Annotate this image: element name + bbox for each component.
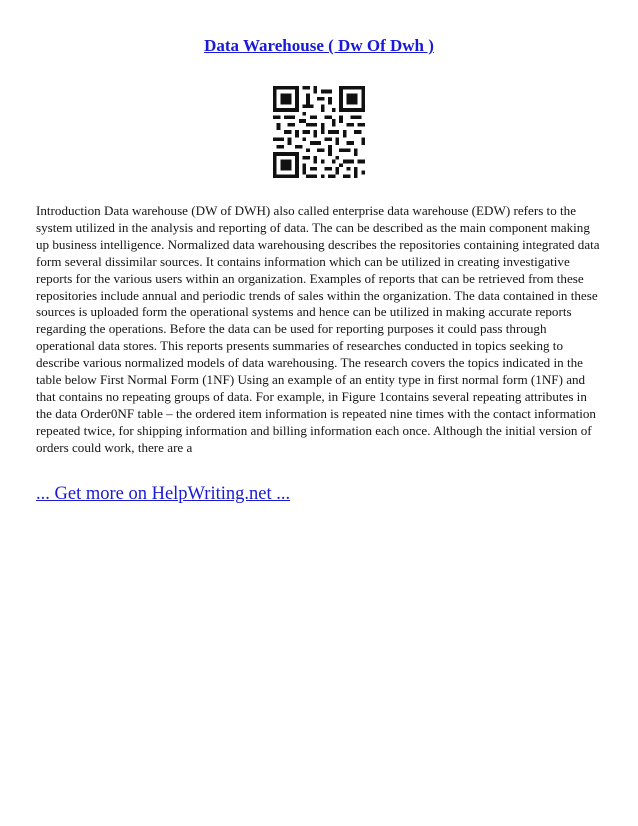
document-title-link[interactable]: Data Warehouse ( Dw Of Dwh ) [204, 36, 434, 55]
qr-code-icon [273, 86, 365, 178]
body-paragraph: Introduction Data warehouse (DW of DWH) also called enterprise data warehouse (EDW) refers to the system utilized in the analysis and reporting of data. The can be described as the main component making up business intelligence. Normalized data warehousing describes the repositories containing integrated data form several dissimilar sources. It contains information which can be utilized in creating investigative reports for the various users within an organization. Examples of reports that can be retrieved from these repositories include annual and periodic trends of sales within the organization. The data contained in these sources is uploaded form the operational systems and hence can be utilized in making accurate reports regarding the operations. Before the data can be used for reporting purposes it could pass through operational data stores. This reports presents summaries of researches conducted in topics seeking to describe various normalized models of data warehousing. The research covers the topics indicated in the table below First Normal Form (1NF) Using an example of an entity type in first normal form (1NF) and that contains no repeating groups of data. For example, in Figure 1contains several repeating attributes in the data Order0NF table – the ordered item information is repeated nine times with the contact information repeated twice, for shipping information and billing information each once. Although the initial version of orders could work, there are a [36, 203, 600, 455]
get-more-link[interactable]: ... Get more on HelpWriting.net ... [36, 484, 291, 504]
